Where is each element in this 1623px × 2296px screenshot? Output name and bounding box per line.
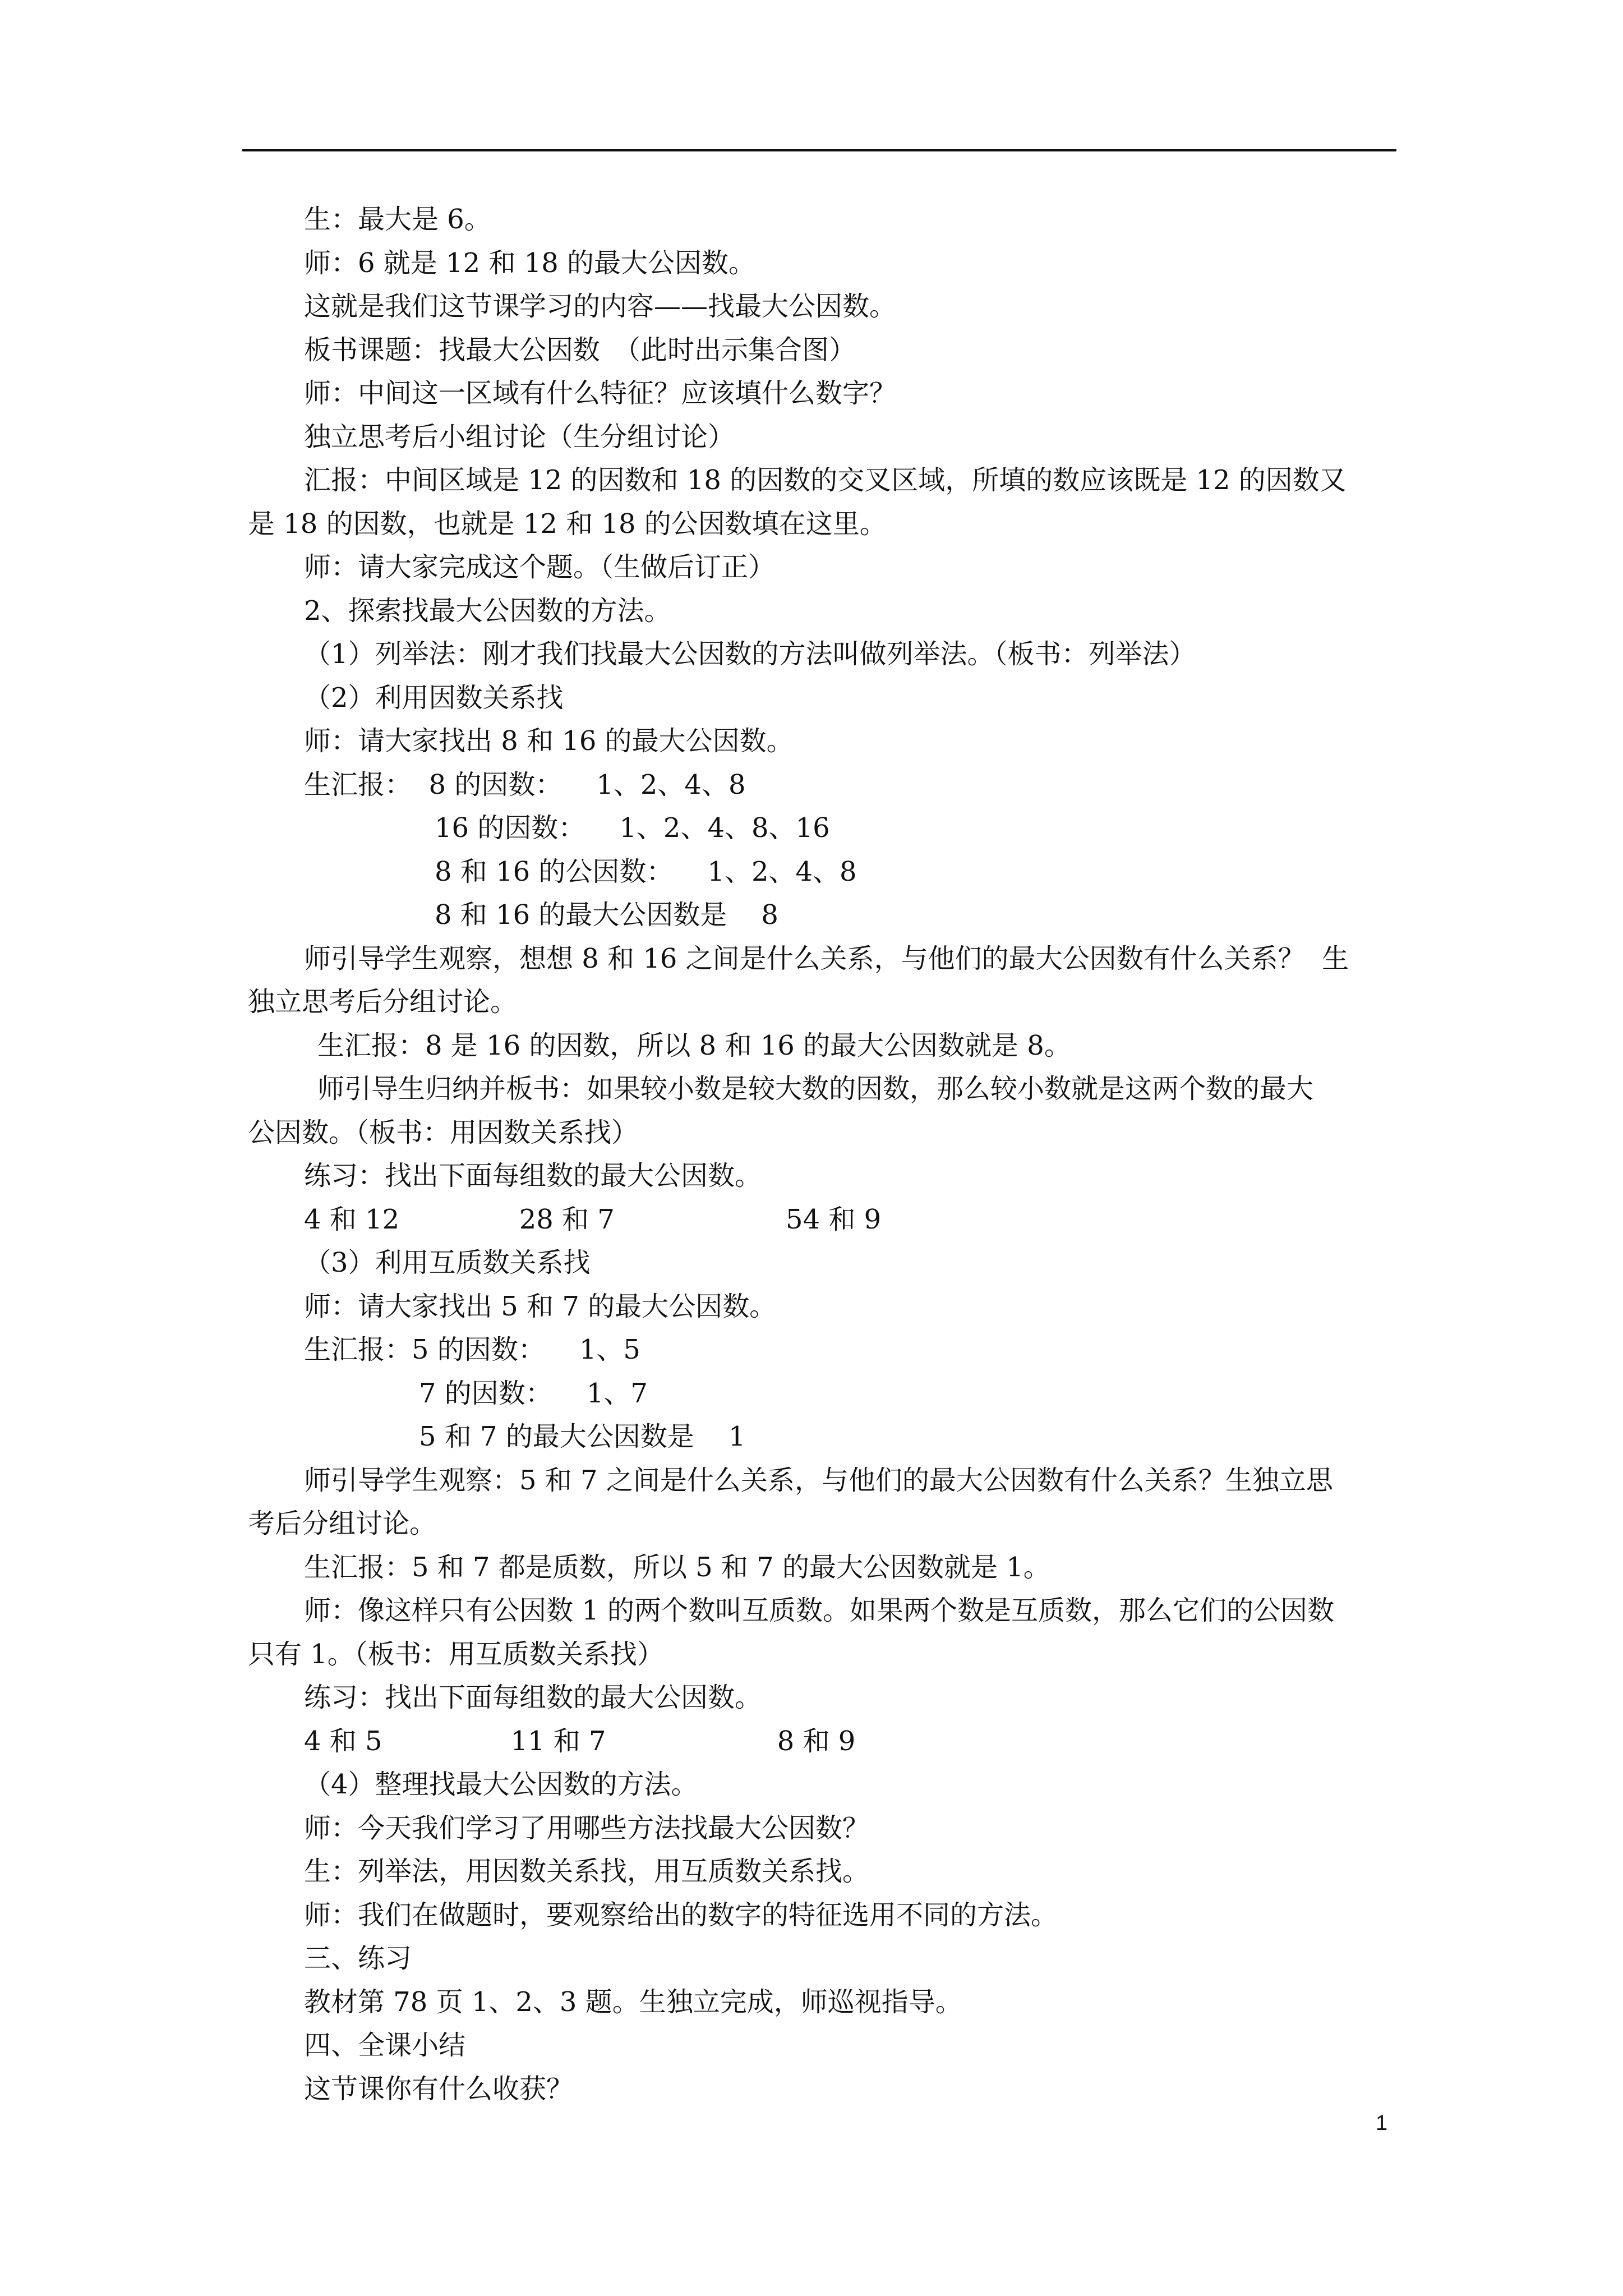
text-line: 师：今天我们学习了用哪些方法找最大公因数？: [304, 1812, 870, 1844]
text-line: 师引导学生观察：5 和 7 之间是什么关系，与他们的最大公因数有什么关系？生独立思: [304, 1464, 1333, 1496]
text-line: 独立思考后分组讨论。: [248, 986, 518, 1018]
text-line: 三、练习: [304, 1943, 412, 1974]
text-line: 这节课你有什么收获？: [304, 2073, 574, 2105]
text-line: 师引导学生观察，想想 8 和 16 之间是什么关系，与他们的最大公因数有什么关系？ 生: [304, 942, 1349, 974]
text-line: 生汇报：8 是 16 的因数，所以 8 和 16 的最大公因数就是 8。: [317, 1029, 1071, 1061]
text-line: 练习：找出下面每组数的最大公因数。: [304, 1160, 762, 1191]
text-line: 5 和 7 的最大公因数是 1: [419, 1421, 746, 1452]
text-line: 师：像这样只有公因数 1 的两个数叫互质数。如果两个数是互质数，那么它们的公因数: [304, 1595, 1335, 1626]
text-line: （4）整理找最大公因数的方法。: [304, 1769, 698, 1800]
text-line: 板书课题：找最大公因数 （此时出示集合图）: [304, 334, 856, 366]
text-line: 这就是我们这节课学习的内容——找最大公因数。: [304, 291, 897, 322]
text-line: 练习：找出下面每组数的最大公因数。: [304, 1682, 762, 1713]
text-line: 师：6 就是 12 和 18 的最大公因数。: [304, 247, 755, 279]
text-line: 四、全课小结: [304, 2030, 466, 2061]
text-line: 2、探索找最大公因数的方法。: [304, 595, 671, 627]
text-line: 生：列举法，用因数关系找，用互质数关系找。: [304, 1856, 870, 1887]
text-line: 汇报：中间区域是 12 的因数和 18 的因数的交叉区域，所填的数应该既是 12 的因数又: [304, 464, 1347, 496]
text-line: 师引导生归纳并板书：如果较小数是较大数的因数，那么较小数就是这两个数的最大: [317, 1073, 1314, 1105]
document-body: [248, 198, 1396, 2111]
text-line: 独立思考后小组讨论（生分组讨论）: [304, 421, 735, 453]
text-line: 是 18 的因数，也就是 12 和 18 的公因数填在这里。: [248, 508, 887, 540]
text-line: 师：请大家找出 8 和 16 的最大公因数。: [304, 725, 794, 757]
header-rule: [242, 149, 1396, 151]
text-line: 生汇报：5 的因数： 1、5: [304, 1334, 640, 1365]
text-line: 师：我们在做题时，要观察给出的数字的特征选用不同的方法。: [304, 1899, 1058, 1931]
text-line: 4 和 12 28 和 7 54 和 9: [304, 1203, 882, 1235]
text-line: 生汇报： 8 的因数： 1、2、4、8: [304, 769, 746, 800]
text-line: 8 和 16 的最大公因数是 8: [435, 899, 778, 931]
page-number: 1: [1376, 2111, 1388, 2135]
text-line: 生：最大是 6。: [304, 204, 491, 235]
text-line: （2）利用因数关系找: [304, 682, 564, 714]
text-line: 生汇报：5 和 7 都是质数，所以 5 和 7 的最大公因数就是 1。: [304, 1551, 1050, 1583]
text-line: 师：中间这一区域有什么特征？应该填什么数字？: [304, 378, 897, 409]
text-line: （3）利用互质数关系找: [304, 1247, 591, 1278]
text-line: 师：请大家找出 5 和 7 的最大公因数。: [304, 1290, 777, 1322]
text-line: 教材第 78 页 1、2、3 题。生独立完成，师巡视指导。: [304, 1986, 962, 2018]
text-line: 只有 1。（板书：用互质数关系找）: [248, 1638, 664, 1670]
text-line: 考后分组讨论。: [248, 1508, 437, 1539]
text-line: （1）列举法：刚才我们找最大公因数的方法叫做列举法。（板书：列举法）: [304, 638, 1196, 670]
text-line: 4 和 5 11 和 7 8 和 9: [304, 1725, 856, 1757]
text-line: 8 和 16 的公因数： 1、2、4、8: [435, 855, 857, 887]
text-line: 16 的因数： 1、2、4、8、16: [435, 812, 830, 844]
text-line: 7 的因数： 1、7: [419, 1377, 648, 1409]
text-line: 师：请大家完成这个题。（生做后订正）: [304, 551, 776, 583]
text-line: 公因数。（板书：用因数关系找）: [248, 1116, 639, 1148]
